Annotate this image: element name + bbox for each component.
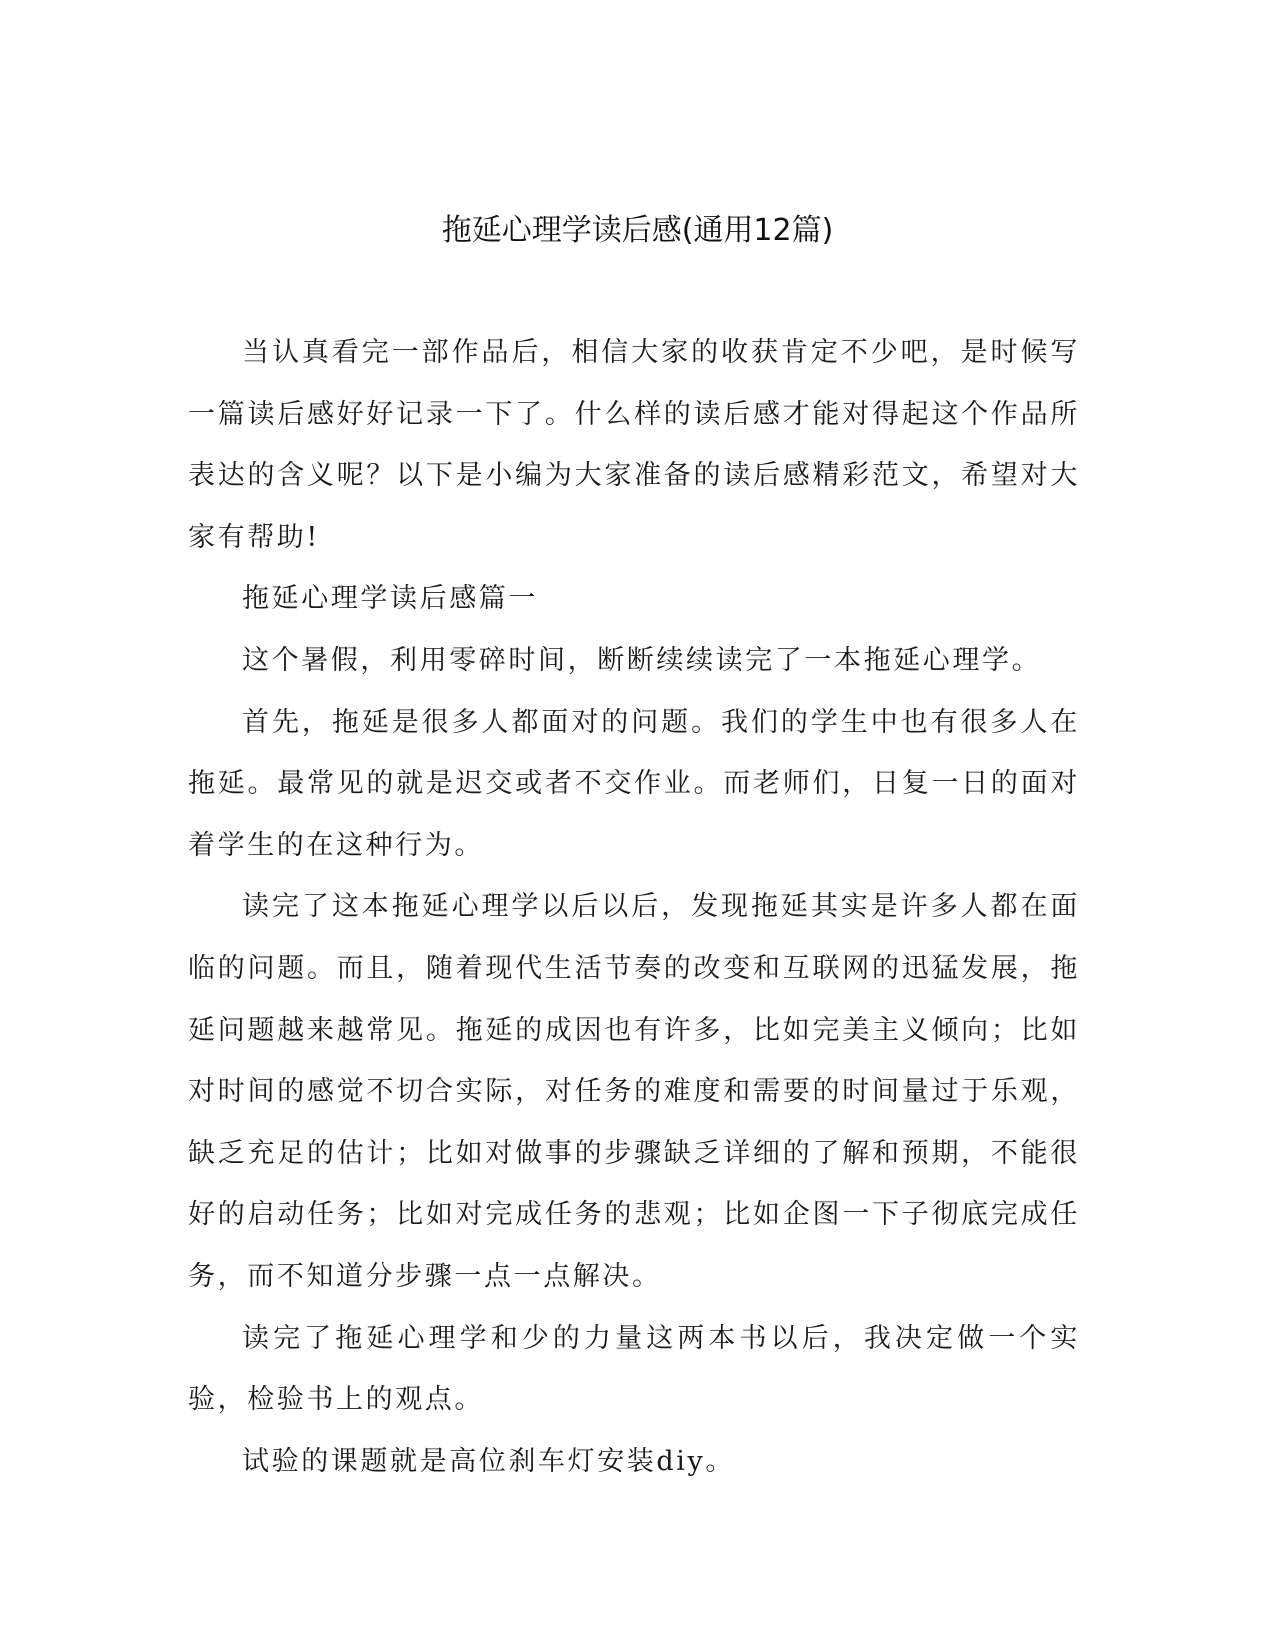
document-title: 拖延心理学读后感(通用12篇) [441,213,834,248]
document-body [188,322,1080,1492]
paragraph: 读完了拖延心理学和少的力量这两本书以后，我决定做一个实验，检验书上的观点。 [188,1322,1080,1416]
paragraph: 读完了这本拖延心理学以后以后，发现拖延其实是许多人都在面临的问题。而且，随着现代生活节奏的改变和互联网的迅猛发展，拖延问题越来越常见。拖延的成因也有许多，比如完美主义倾向；比如对时间的感觉不切合实际，对任务的难度和需要的时间量过于乐观，缺乏充足的估计；比如对做事的步骤缺乏详细的了解和预期，不能很好的启动任务；比如对完成任务的悲观；比如企图一下子彻底完成任务，而不知道分步骤一点一点解决。 [188,891,1080,1292]
paragraph: 首先，拖延是很多人都面对的问题。我们的学生中也有很多人在拖延。最常见的就是迟交或者不交作业。而老师们，日复一日的面对着学生的在这种行为。 [188,706,1080,861]
paragraph: 试验的课题就是高位刹车灯安装diy。 [242,1445,735,1477]
paragraph: 这个暑假，利用零碎时间，断断续续读完了一本拖延心理学。 [242,644,1042,676]
paragraph-intro: 当认真看完一部作品后，相信大家的收获肯定不少吧，是时候写一篇读后感好好记录一下了。什么样的读后感才能对得起这个作品所表达的含义呢？以下是小编为大家准备的读后感精彩范文，希望对大家有帮助! [188,337,1080,553]
section-heading: 拖延心理学读后感篇一 [242,583,538,615]
